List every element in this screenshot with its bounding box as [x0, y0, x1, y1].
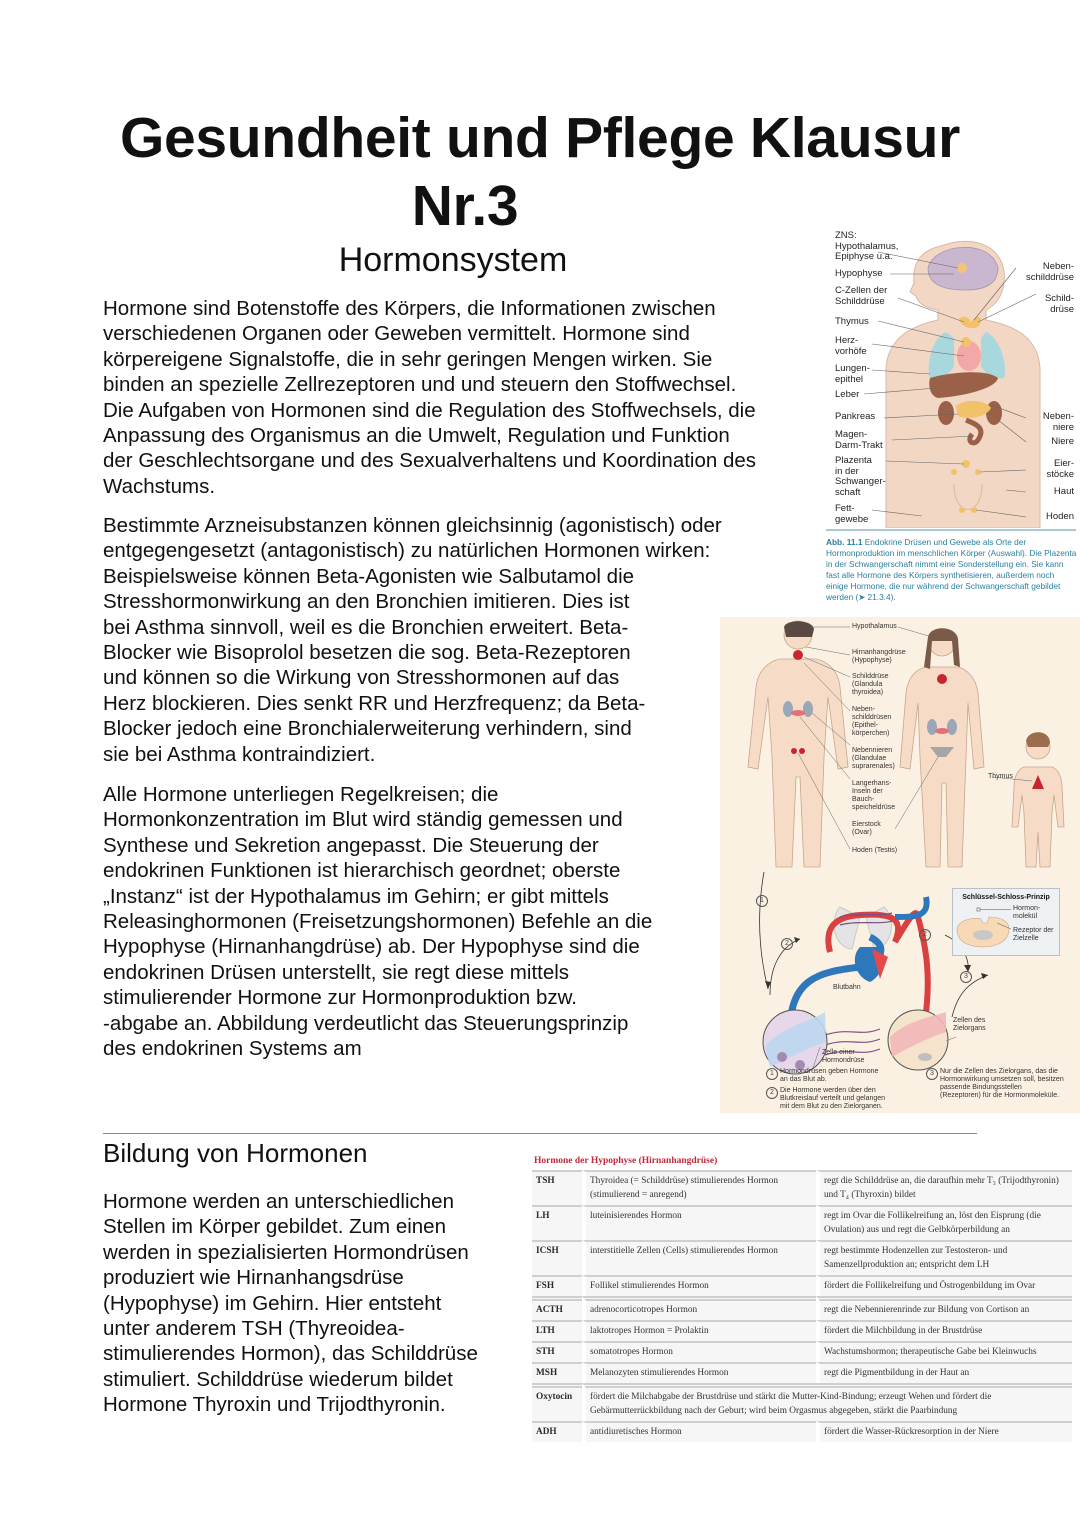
label-herzvorhoefe: Herz- vorhöfe: [835, 335, 867, 357]
text-line: produziert wie Hirnanhangsdrüse: [103, 1266, 404, 1290]
hormone-name: laktotropes Hormon = Prolaktin: [582, 1320, 816, 1341]
legend-step-2-text: Die Hormone werden über den Blutkreislauf verteilt und gelangen mit dem Blut zu den Zielorganen.: [780, 1087, 886, 1110]
hormone-abbr: LTH: [532, 1320, 582, 1341]
text-line: „Instanz“ ist der Hypothalamus im Gehirn; er gibt mittels: [103, 884, 609, 908]
hormone-name: luteinisierendes Hormon: [582, 1205, 816, 1240]
text-line: stimuliert. Schilddrüse wiederum bildet: [103, 1367, 453, 1391]
figure-1-caption: [826, 537, 1078, 603]
label-blutbahn: Blutbahn: [833, 984, 861, 991]
label-thymus: Thymus: [988, 773, 1013, 780]
label-hoden: Hoden (Testis): [852, 847, 898, 854]
text-line: werden in spezialisierten Hormondrüsen: [103, 1240, 469, 1264]
hormone-abbr: TSH: [532, 1170, 582, 1205]
hormone-description: fördert die Milchabgabe der Brustdrüse und stärkt die Mutter-Kind-Bindung; erzeugt Wehen und fördert die Gebärmutterrückbildung nach der Geburt; wird beim Orgasmus abgegeben, stärkt die Paarbindung: [582, 1383, 1072, 1421]
legend-step-1-icon: 1: [766, 1068, 778, 1080]
hormone-abbr: Oxytocin: [532, 1383, 582, 1421]
text-line: Releasinghormonen (Freisetzungshormonen) Befehle an die: [103, 910, 653, 934]
label-hypophyse: Hypophyse: [835, 268, 883, 279]
hormone-name: Melanozyten stimulierendes Hormon: [582, 1362, 816, 1383]
text-line: der Geschlechtsorgane und des Sexualverhaltens und Koordination des: [103, 449, 757, 473]
endocrine-control-figure: [720, 617, 1080, 1113]
text-line: endokrinen Drüsen unterstellt, sie regt diese mittels: [103, 960, 570, 984]
hormone-abbr: STH: [532, 1341, 582, 1362]
label-eierstoecke: Eier- stöcke: [1046, 458, 1074, 480]
label-hirnanhangdruese: Hirnanhangdrüse (Hypophyse): [852, 649, 906, 664]
receptor-illustration: [953, 889, 1059, 955]
key-receptor-label: Rezeptor der Zielzelle: [1013, 927, 1054, 942]
table-row: [532, 1275, 1072, 1296]
text-line: unter anderem TSH (Thyreoidea-: [103, 1317, 405, 1341]
section-divider: [103, 1133, 977, 1134]
text-line: entgegengesetzt (antagonistisch) zu natürlichen Hormonen wirken:: [103, 539, 711, 563]
label-eierstock: Eierstock (Ovar): [852, 821, 881, 836]
hormone-effect: regt im Ovar die Follikelreifung an, löst den Eisprung (die Ovulation) aus und regt die Gelbkörperbildung an: [816, 1205, 1072, 1240]
label-nebenschilddruese: Neben- schilddrüse: [1025, 261, 1074, 283]
label-schilddruese: Schild- drüse: [1044, 293, 1074, 315]
section-heading: Bildung von Hormonen: [103, 1138, 368, 1168]
table-row: [532, 1296, 1072, 1320]
text-line: Bestimmte Arzneisubstanzen können gleichsinnig (agonistisch) oder: [103, 514, 722, 537]
hormone-name: interstitielle Zellen (Cells) stimulierendes Hormon: [582, 1240, 816, 1275]
label-zellen-zielorgan: Zellen des Zielorgans: [953, 1017, 986, 1032]
table-row: [532, 1240, 1072, 1275]
intro-paragraph-1: [103, 296, 756, 499]
text-line: Hormone werden an unterschiedlichen: [103, 1190, 454, 1213]
hormone-abbr: FSH: [532, 1275, 582, 1296]
intro-paragraph-3: [103, 782, 652, 1061]
label-thymus: Thymus: [835, 316, 869, 327]
label-plazenta: Plazenta in der Schwanger- schaft: [835, 455, 886, 498]
table-row: [532, 1205, 1072, 1240]
label-nebenniere: Neben- niere: [1042, 411, 1074, 433]
hormone-abbr: ADH: [532, 1421, 582, 1442]
hormone-name: adrenocorticotropes Hormon: [582, 1296, 816, 1320]
text-line: Hypophyse (Hirnanhangdrüse) ab. Der Hypophyse sind die: [103, 935, 640, 959]
legend-step-1-text: Hormondrüsen geben Hormone an das Blut ab.: [780, 1068, 879, 1083]
hormone-abbr: ACTH: [532, 1296, 582, 1320]
text-line: Beispielsweise können Beta-Agonisten wie Salbutamol die: [103, 564, 635, 588]
text-line: Synthese und Sekretion angepasst. Die Steuerung der: [103, 833, 599, 857]
step-3-marker: 3: [960, 971, 972, 983]
text-line: Hormonkonzentration im Blut wird ständig gemessen und: [103, 808, 623, 832]
key-hormone-label: Hormon-molekül: [1013, 905, 1041, 920]
step-1-marker: 1: [756, 895, 768, 907]
hormone-effect: fördert die Wasser-Rückresorption in der Niere: [816, 1421, 1072, 1442]
hormone-effect: regt die Pigmentbildung in der Haut an: [816, 1362, 1072, 1383]
table-row: [532, 1421, 1072, 1442]
step-2-marker: 2: [781, 938, 793, 950]
text-line: stimulierender Hormone zur Hormonproduktion bzw.: [103, 986, 577, 1010]
label-nebennieren: Nebennieren (Glandulae suprarenales): [852, 747, 895, 770]
text-line: Alle Hormone unterliegen Regelkreisen; die: [103, 783, 499, 806]
intro-paragraph-2: [103, 513, 722, 767]
title-line-1: Gesundheit und Pflege Klausur: [119, 106, 961, 170]
hormone-effect: regt die Schilddrüse an, die daraufhin mehr T₃ (Trijodthyronin) und T₄ (Thyroxin) bildet: [816, 1170, 1072, 1205]
text-line: Die Aufgaben von Hormonen sind die Regulation des Stoffwechsels, die: [103, 398, 756, 422]
hormone-abbr: ICSH: [532, 1240, 582, 1275]
text-line: bei Asthma sinnvoll, weil es die Bronchien erweitert. Beta-: [103, 615, 629, 639]
label-pankreas: Pankreas: [835, 411, 876, 422]
label-nebenschilddruesen: Neben-schilddrüsen (Epithel-körperchen): [852, 706, 892, 737]
label-leber: Leber: [835, 389, 860, 400]
hormone-name: Follikel stimulierendes Hormon: [582, 1275, 816, 1296]
label-fettgewebe: Fett- gewebe: [835, 503, 869, 525]
text-line: Hormone sind Botenstoffe des Körpers, die Informationen zwischen: [103, 297, 716, 320]
figure-divider: [826, 529, 1076, 531]
label-langerhans: Langerhans-Inseln der Bauch-speicheldrüse: [852, 780, 896, 811]
table-row: [532, 1341, 1072, 1362]
hormone-name: somatotropes Hormon: [582, 1341, 816, 1362]
label-hoden: Hoden: [1046, 511, 1074, 522]
hormone-effect: fördert die Milchbildung in der Brustdrüse: [816, 1320, 1072, 1341]
caption-label: Abb. 11.1: [826, 537, 863, 547]
subtitle: Hormonsystem: [338, 241, 568, 279]
legend-step-3-icon: 3: [926, 1068, 938, 1080]
text-line: und können so die Wirkung von Stresshormonen auf das: [103, 666, 620, 690]
legend-step-3-text: Nur die Zellen des Zielorgans, das die Hormonwirkung umsetzen soll, besitzen passende Bindungsstellen (Rezeptoren) für die Hormonmoleküle.: [940, 1068, 1064, 1099]
label-haut: Haut: [1053, 486, 1074, 497]
text-line: sie bei Asthma kontraindiziert.: [103, 742, 376, 766]
caption-text: Endokrine Drüsen und Gewebe als Orte der Hormonproduktion im menschlichen Körper (Auswahl). Die Plazenta in der Schwangerschaft nimmt eine Sonderstellung ein. Sie kann fast alle Hormone des Körpers synthetisieren, außerdem noch einige Hormone, die nur während der Schwangerschaft gebildet werden (➤ 21.3.4).: [826, 537, 1077, 602]
page-title: [0, 104, 1080, 240]
hormone-table: [532, 1170, 1072, 1442]
label-zelle-hormondruese: Zelle einer Hormondrüse: [822, 1049, 865, 1064]
text-line: körpereigene Signalstoffe, die in sehr geringen Mengen wirken. Sie: [103, 347, 713, 371]
text-line: Blocker jedoch eine Bronchialerweiterung verhindern, sind: [103, 717, 632, 741]
text-line: -abgabe an. Abbildung verdeutlicht das Steuerungsprinzip: [103, 1011, 629, 1035]
legend-step-2-icon: 2: [766, 1087, 778, 1099]
label-c-zellen: C-Zellen der Schilddrüse: [835, 285, 888, 307]
table-title: Hormone der Hypophyse (Hirnanhangdrüse): [534, 1156, 718, 1166]
text-line: stimulierendes Hormon), das Schilddrüse: [103, 1342, 478, 1366]
hormone-effect: regt die Nebennierenrinde zur Bildung von Cortison an: [816, 1296, 1072, 1320]
hormone-effect: fördert die Follikelreifung und Östrogenbildung im Ovar: [816, 1275, 1072, 1296]
table-row: [532, 1383, 1072, 1421]
text-line: endokrinen Funktionen ist hierarchisch geordnet; oberste: [103, 859, 621, 883]
label-niere: Niere: [1051, 436, 1074, 447]
table-row: [532, 1170, 1072, 1205]
text-line: Blocker wie Bisoprolol besetzen die sog. Beta-Rezeptoren: [103, 641, 631, 665]
table-row: [532, 1362, 1072, 1383]
endocrine-organs-figure: [826, 228, 1076, 528]
section-2-paragraph: [103, 1189, 478, 1418]
label-zns: ZNS: Hypothalamus, Epiphyse u.a.: [835, 230, 899, 262]
hormone-abbr: LH: [532, 1205, 582, 1240]
text-line: (Hypophyse) im Gehirn. Hier entsteht: [103, 1291, 442, 1315]
hormone-effect: regt bestimmte Hodenzellen zur Testosteron- und Samenzellproduktion an; entspricht dem LH: [816, 1240, 1072, 1275]
hormone-name: Thyroidea (= Schilddrüse) stimulierendes Hormon (stimulierend = anregend): [582, 1170, 816, 1205]
label-magen-darm: Magen- Darm-Trakt: [835, 429, 883, 451]
text-line: Stresshormonwirkung an den Bronchien imitieren. Dies ist: [103, 590, 630, 614]
text-line: des endokrinen Systems am: [103, 1037, 362, 1061]
text-line: Anpassung des Organismus an die Umwelt, Regulation und Funktion: [103, 424, 730, 448]
step-2-marker-right: 2: [919, 929, 931, 941]
hormone-abbr: MSH: [532, 1362, 582, 1383]
text-line: Wachstums.: [103, 474, 216, 498]
text-line: Stellen im Körper gebildet. Zum einen: [103, 1215, 446, 1239]
label-lungenepithel: Lungen- epithel: [835, 363, 870, 385]
key-box-title: Schlüssel-Schloss-Prinzip: [962, 894, 1050, 901]
text-line: Herz blockieren. Dies senkt RR und Herzfrequenz; da Beta-: [103, 691, 646, 715]
text-line: verschiedenen Organen oder Geweben vermittelt. Hormone sind: [103, 322, 690, 346]
label-hypothalamus: Hypothalamus: [852, 623, 897, 630]
endocrine-diagram: [720, 617, 1080, 1113]
label-schilddruese: Schilddrüse (Glandula thyroidea): [852, 673, 889, 696]
text-line: Hormone Thyroxin und Trijodthyronin.: [103, 1393, 446, 1417]
lock-key-principle-box: [952, 888, 1060, 956]
hormone-name: antidiuretisches Hormon: [582, 1421, 816, 1442]
text-line: binden an spezielle Zellrezeptoren und und steuern den Stoffwechsel.: [103, 373, 737, 397]
table-row: [532, 1320, 1072, 1341]
hormone-effect: Wachstumshormon; therapeutische Gabe bei Kleinwuchs: [816, 1341, 1072, 1362]
title-line-2: Nr.3: [411, 174, 519, 238]
